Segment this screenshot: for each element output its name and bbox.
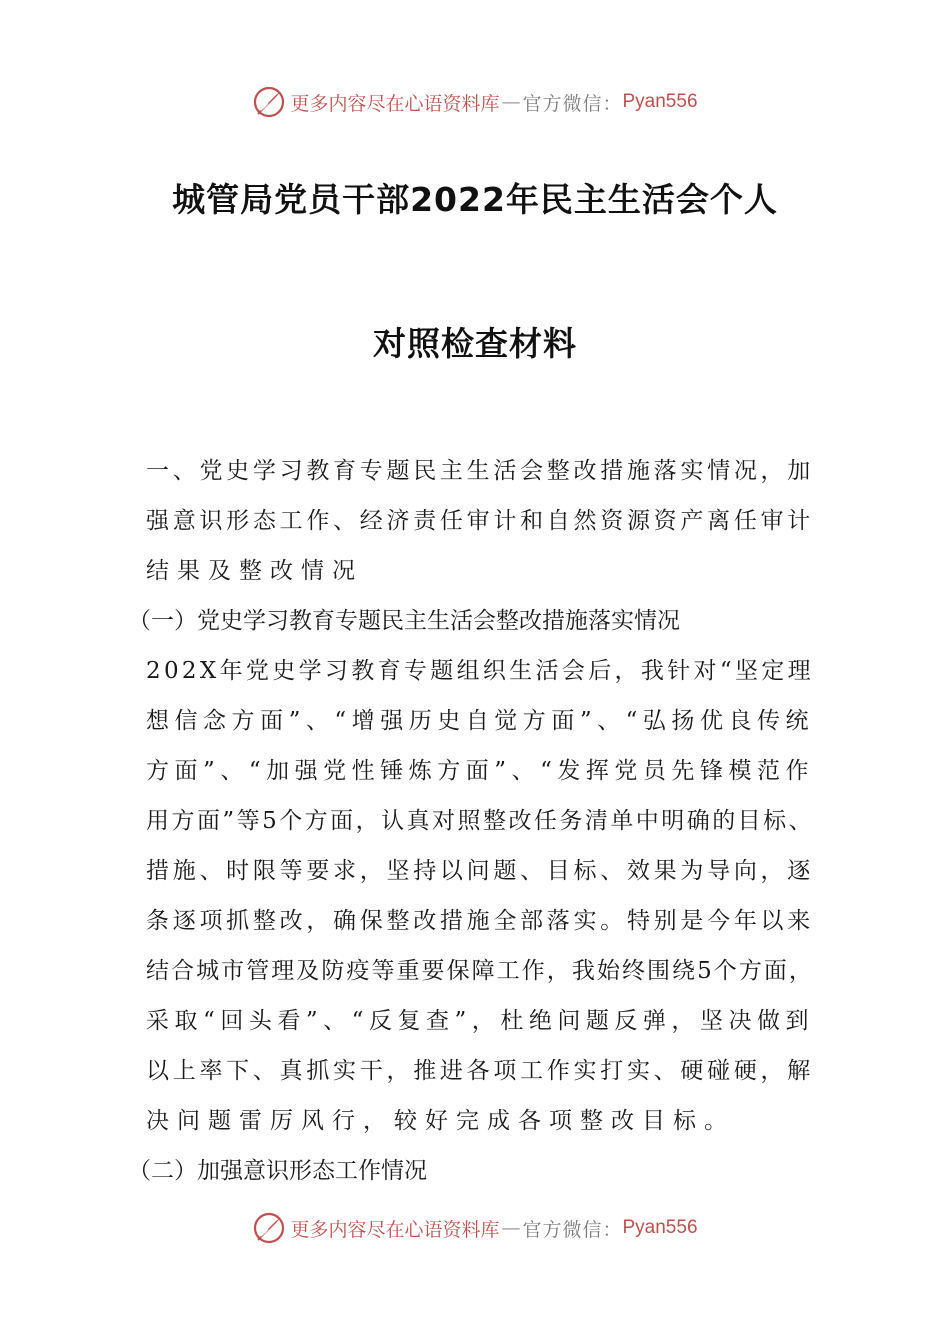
- paragraph-line: 措施、时限等要求，坚持以问题、目标、效果为导向，逐: [146, 858, 814, 884]
- subsection-1-paragraph: [146, 646, 814, 1146]
- paragraph-line: 以上率下、真抓实干，推进各项工作实打实、硬碰硬，解: [146, 1058, 814, 1084]
- document-title-line-1: 城管局党员干部2022年民主生活会个人: [172, 180, 778, 219]
- paragraph-line: 决问题雷厉风行，较好完成各项整改目标。: [146, 1108, 735, 1134]
- quill-logo-icon: [252, 1211, 286, 1245]
- subsection-2-title: （二）加强意识形态工作情况: [128, 1158, 427, 1184]
- quill-logo-icon: [252, 85, 286, 119]
- watermark-separator: —: [501, 91, 521, 113]
- section-heading: [146, 446, 814, 596]
- watermark-main-text: 更多内容尽在心语资料库: [290, 92, 500, 115]
- watermark-wechat-id: Pyan556: [622, 1217, 698, 1238]
- document-body: [128, 446, 815, 1196]
- watermark-separator: —: [501, 1217, 521, 1239]
- watermark-header: [0, 82, 950, 122]
- section-heading-line: 结果及整改情况: [146, 558, 363, 584]
- watermark-main-text: 更多内容尽在心语资料库: [290, 1218, 500, 1241]
- paragraph-line: 202X年党史学习教育专题组织生活会后，我针对“坚定理: [146, 658, 814, 684]
- watermark-official-label: 官方微信：: [522, 92, 623, 115]
- subsection-1-title: （一）党史学习教育专题民主生活会整改措施落实情况: [128, 608, 680, 634]
- paragraph-line: 用方面”等5个方面，认真对照整改任务清单中明确的目标、: [146, 808, 815, 834]
- paragraph-line: 方面”、“加强党性锤炼方面”、“发挥党员先锋模范作: [146, 758, 815, 784]
- paragraph-line: 想信念方面”、“增强历史自觉方面”、“弘扬优良传统: [146, 708, 815, 734]
- paragraph-line: 条逐项抓整改，确保整改措施全部落实。特别是今年以来: [146, 908, 814, 934]
- watermark-official-label: 官方微信：: [522, 1218, 623, 1241]
- watermark-wechat-id: Pyan556: [622, 91, 698, 112]
- document-title-line-2: 对照检查材料: [373, 324, 577, 363]
- section-heading-line: 一、党史学习教育专题民主生活会整改措施落实情况，加: [146, 458, 814, 484]
- paragraph-line: 结合城市管理及防疫等重要保障工作，我始终围绕5个方面，: [146, 958, 814, 984]
- watermark-footer: [0, 1208, 950, 1248]
- paragraph-line: 采取“回头看”、“反复查”，杜绝问题反弹，坚决做到: [146, 1008, 815, 1034]
- section-heading-line: 强意识形态工作、经济责任审计和自然资源资产离任审计: [146, 508, 814, 534]
